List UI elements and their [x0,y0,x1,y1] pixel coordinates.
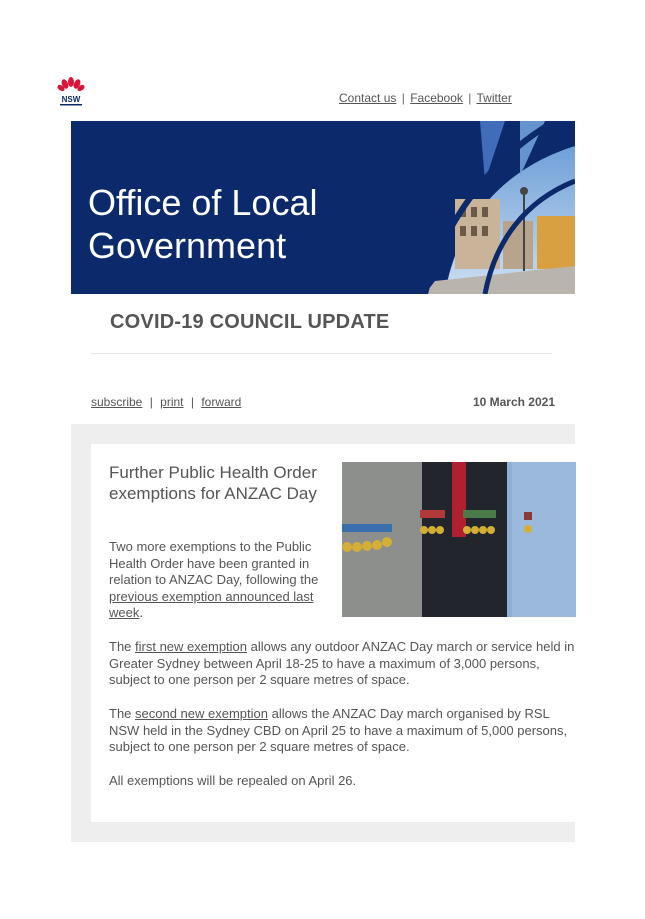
article-title: Further Public Health Order exemptions for ANZAC Day [109,463,317,503]
link-separator: | [401,91,405,105]
paragraph-repeal: All exemptions will be repealed on April 26. [109,773,357,788]
top-links [339,91,512,105]
para-text: allows the ANZAC Day march organised by RSL NSW held in the Sydney CBD on April 25 to have a maximum of 5,000 persons, subject to one person per 2 square metres of space. [109,706,568,754]
print-link[interactable]: print [160,395,184,409]
previous-exemption-link[interactable]: previous exemption announced last week [109,588,314,620]
para-text: The [109,639,136,654]
issue-date: 10 March 2021 [472,395,555,409]
logo-text: NSW [61,95,81,104]
nsw-waratah-logo[interactable] [55,76,87,108]
facebook-link[interactable]: Facebook [410,91,463,105]
paragraph-second-exemption [109,706,579,756]
para-text: The [109,706,136,721]
banner-title: Office of Local Government [88,182,318,266]
lead-text: Two more exemptions to the Public Health Order have been granted in relation to ANZAC Day, following the [109,539,319,587]
paragraph-first-exemption [109,639,579,689]
article-lead [109,539,325,622]
utility-links [91,395,241,409]
link-separator: | [468,91,472,105]
divider [91,353,552,354]
newsletter-headline: COVID-19 COUNCIL UPDATE [110,311,390,333]
contact-us-link[interactable]: Contact us [339,91,397,105]
utility-separator: | [149,395,153,409]
twitter-link[interactable]: Twitter [476,91,512,105]
lead-text-end: . [139,605,143,620]
article-card [91,444,576,822]
banner-street-image [425,121,575,294]
header-banner [71,121,575,294]
para-text: allows any outdoor ANZAC Day march or service held in Greater Sydney between April 18-25 to have a maximum of 3,000 persons, subject to one person per 2 square metres of space. [109,639,575,687]
subscribe-link[interactable]: subscribe [91,395,143,409]
anzac-medals-photo [342,462,576,617]
utility-separator: | [190,395,194,409]
forward-link[interactable]: forward [201,395,242,409]
first-exemption-link[interactable]: first new exemption [135,639,248,654]
content-panel [71,424,575,842]
second-exemption-link[interactable]: second new exemption [135,706,268,721]
